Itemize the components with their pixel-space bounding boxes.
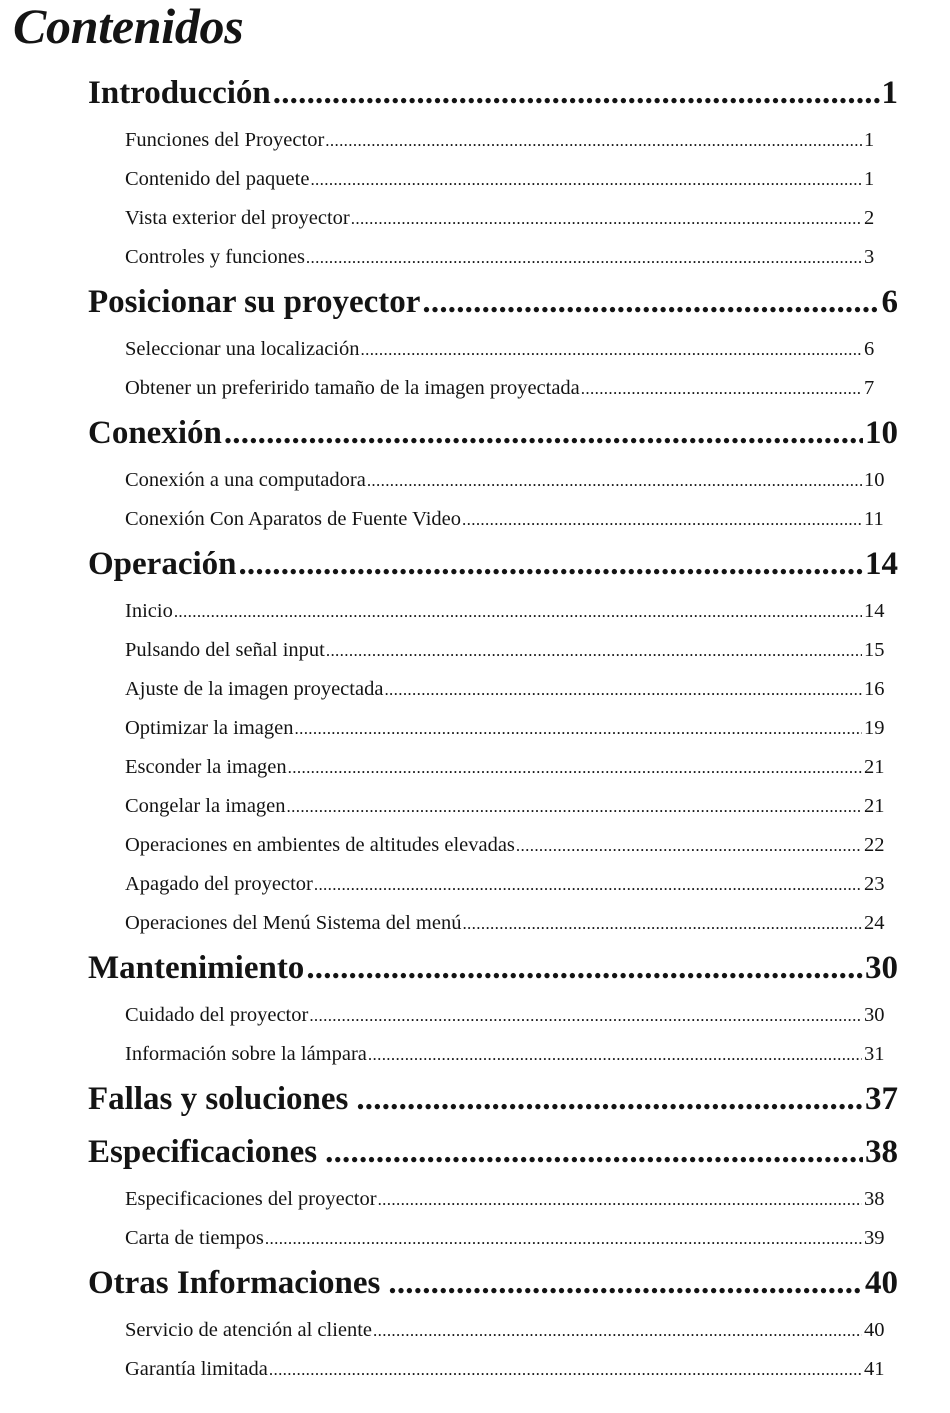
- dot-leader: [326, 638, 862, 664]
- chapter-page-number: 10: [865, 415, 898, 451]
- dot-leader: [462, 911, 862, 937]
- dot-leader: [273, 73, 880, 113]
- section-page-number: 30: [864, 1004, 885, 1026]
- section-page-number: 40: [864, 1319, 885, 1341]
- section-title: Inicio: [125, 600, 173, 622]
- toc-section-entry[interactable]: [125, 910, 888, 937]
- section-title: Conexión Con Aparatos de Fuente Video: [125, 508, 462, 530]
- section-title: Carta de tiempos: [125, 1227, 264, 1249]
- dot-leader: [306, 948, 863, 988]
- dot-leader: [351, 206, 862, 232]
- dot-leader: [388, 1263, 863, 1303]
- dot-leader: [310, 167, 862, 193]
- section-page-number: 10: [864, 469, 885, 491]
- dot-leader: [224, 413, 863, 453]
- toc-chapter-operacion[interactable]: [88, 544, 898, 584]
- dot-leader: [384, 677, 862, 703]
- section-page-number: 3: [864, 246, 875, 268]
- section-page-number: 11: [864, 508, 884, 530]
- toc-section-entry[interactable]: [125, 127, 888, 154]
- toc-section-entry[interactable]: [125, 793, 888, 820]
- section-page-number: 21: [864, 756, 885, 778]
- section-page-number: 41: [864, 1358, 885, 1380]
- chapter-title: Fallas y soluciones: [88, 1081, 349, 1117]
- toc-section-entry[interactable]: [125, 832, 888, 859]
- toc-section-entry[interactable]: [125, 467, 888, 494]
- section-title: Controles y funciones: [125, 246, 305, 268]
- toc-section-entry[interactable]: [125, 754, 888, 781]
- dot-leader: [378, 1187, 862, 1213]
- toc-chapter-mantenimiento[interactable]: [88, 948, 898, 988]
- section-title: Optimizar la imagen: [125, 717, 294, 739]
- dot-leader: [238, 544, 863, 584]
- section-title: Contenido del paquete: [125, 168, 310, 190]
- dot-leader: [309, 1003, 862, 1029]
- chapter-page-number: 14: [865, 546, 898, 582]
- toc-chapter-introduccion[interactable]: [88, 73, 898, 113]
- chapter-title: Posicionar su proyector: [88, 284, 421, 320]
- section-title: Garantía limitada: [125, 1358, 268, 1380]
- toc-section-entry[interactable]: [125, 637, 888, 664]
- dot-leader: [306, 245, 862, 271]
- dot-leader: [295, 716, 863, 742]
- section-page-number: 19: [864, 717, 885, 739]
- dot-leader: [581, 376, 862, 402]
- section-page-number: 39: [864, 1227, 885, 1249]
- dot-leader: [314, 872, 862, 898]
- section-title: Congelar la imagen: [125, 795, 286, 817]
- toc-section-entry[interactable]: [125, 1225, 888, 1252]
- section-title: Apagado del proyector: [125, 873, 313, 895]
- section-page-number: 24: [864, 912, 885, 934]
- section-title: Esconder la imagen: [125, 756, 287, 778]
- dot-leader: [325, 1132, 863, 1172]
- dot-leader: [356, 1079, 863, 1119]
- section-page-number: 38: [864, 1188, 885, 1210]
- chapter-title: Especificaciones: [88, 1134, 318, 1170]
- toc-section-entry[interactable]: [125, 676, 888, 703]
- toc-chapter-especificaciones[interactable]: [88, 1132, 898, 1172]
- page-title: Contenidos: [13, 0, 244, 54]
- toc-section-entry[interactable]: [125, 375, 888, 402]
- section-title: Ajuste de la imagen proyectada: [125, 678, 384, 700]
- section-page-number: 31: [864, 1043, 885, 1065]
- toc-section-entry[interactable]: [125, 244, 888, 271]
- chapter-title: Operación: [88, 546, 237, 582]
- section-page-number: 14: [864, 600, 885, 622]
- section-title: Vista exterior del proyector: [125, 207, 350, 229]
- toc-section-entry[interactable]: [125, 166, 888, 193]
- dot-leader: [174, 599, 862, 625]
- toc-chapter-posicionar[interactable]: [88, 282, 898, 322]
- dot-leader: [361, 337, 863, 363]
- section-page-number: 23: [864, 873, 885, 895]
- chapter-page-number: 6: [881, 284, 898, 320]
- section-title: Operaciones en ambientes de altitudes elevadas: [125, 834, 515, 856]
- section-page-number: 15: [864, 639, 885, 661]
- section-title: Funciones del Proyector: [125, 129, 325, 151]
- toc-chapter-otras[interactable]: [88, 1263, 898, 1303]
- toc-chapter-conexion[interactable]: [88, 413, 898, 453]
- section-page-number: 21: [864, 795, 885, 817]
- section-title: Cuidado del proyector: [125, 1004, 309, 1026]
- toc-section-entry[interactable]: [125, 1317, 888, 1344]
- chapter-page-number: 37: [865, 1081, 898, 1117]
- toc-section-entry[interactable]: [125, 1356, 888, 1383]
- section-title: Pulsando del señal input: [125, 639, 325, 661]
- dot-leader: [288, 755, 862, 781]
- dot-leader: [269, 1357, 862, 1383]
- section-page-number: 1: [864, 168, 875, 190]
- toc-section-entry[interactable]: [125, 205, 888, 232]
- chapter-title: Introducción: [88, 75, 271, 111]
- chapter-title: Mantenimiento: [88, 950, 305, 986]
- chapter-page-number: 40: [865, 1265, 898, 1301]
- toc-section-entry[interactable]: [125, 506, 888, 533]
- dot-leader: [287, 794, 862, 820]
- section-page-number: 7: [864, 377, 875, 399]
- section-page-number: 1: [864, 129, 875, 151]
- toc-section-entry[interactable]: [125, 871, 888, 898]
- section-title: Operaciones del Menú Sistema del menú: [125, 912, 462, 934]
- dot-leader: [368, 1042, 862, 1068]
- section-title: Seleccionar una localización: [125, 338, 360, 360]
- dot-leader: [462, 507, 862, 533]
- toc-section-entry[interactable]: [125, 1186, 888, 1213]
- section-page-number: 22: [864, 834, 885, 856]
- toc-section-entry[interactable]: [125, 336, 888, 363]
- chapter-page-number: 1: [881, 75, 898, 111]
- section-page-number: 2: [864, 207, 875, 229]
- section-title: Servicio de atención al cliente: [125, 1319, 373, 1341]
- dot-leader: [325, 128, 862, 154]
- dot-leader: [373, 1318, 862, 1344]
- toc-section-entry[interactable]: [125, 1041, 888, 1068]
- toc-section-entry[interactable]: [125, 715, 888, 742]
- section-title: Especificaciones del proyector: [125, 1188, 377, 1210]
- toc-section-entry[interactable]: [125, 598, 888, 625]
- section-title: Obtener un preferirido tamaño de la imagen proyectada: [125, 377, 580, 399]
- chapter-page-number: 30: [865, 950, 898, 986]
- dot-leader: [516, 833, 862, 859]
- section-page-number: 6: [864, 338, 875, 360]
- dot-leader: [265, 1226, 862, 1252]
- section-title: Información sobre la lámpara: [125, 1043, 367, 1065]
- toc-chapter-fallas[interactable]: [88, 1079, 898, 1119]
- dot-leader: [367, 468, 862, 494]
- chapter-title: Otras Informaciones: [88, 1265, 381, 1301]
- dot-leader: [422, 282, 879, 322]
- chapter-page-number: 38: [865, 1134, 898, 1170]
- chapter-title: Conexión: [88, 415, 222, 451]
- section-title: Conexión a una computadora: [125, 469, 366, 491]
- toc-section-entry[interactable]: [125, 1002, 888, 1029]
- section-page-number: 16: [864, 678, 885, 700]
